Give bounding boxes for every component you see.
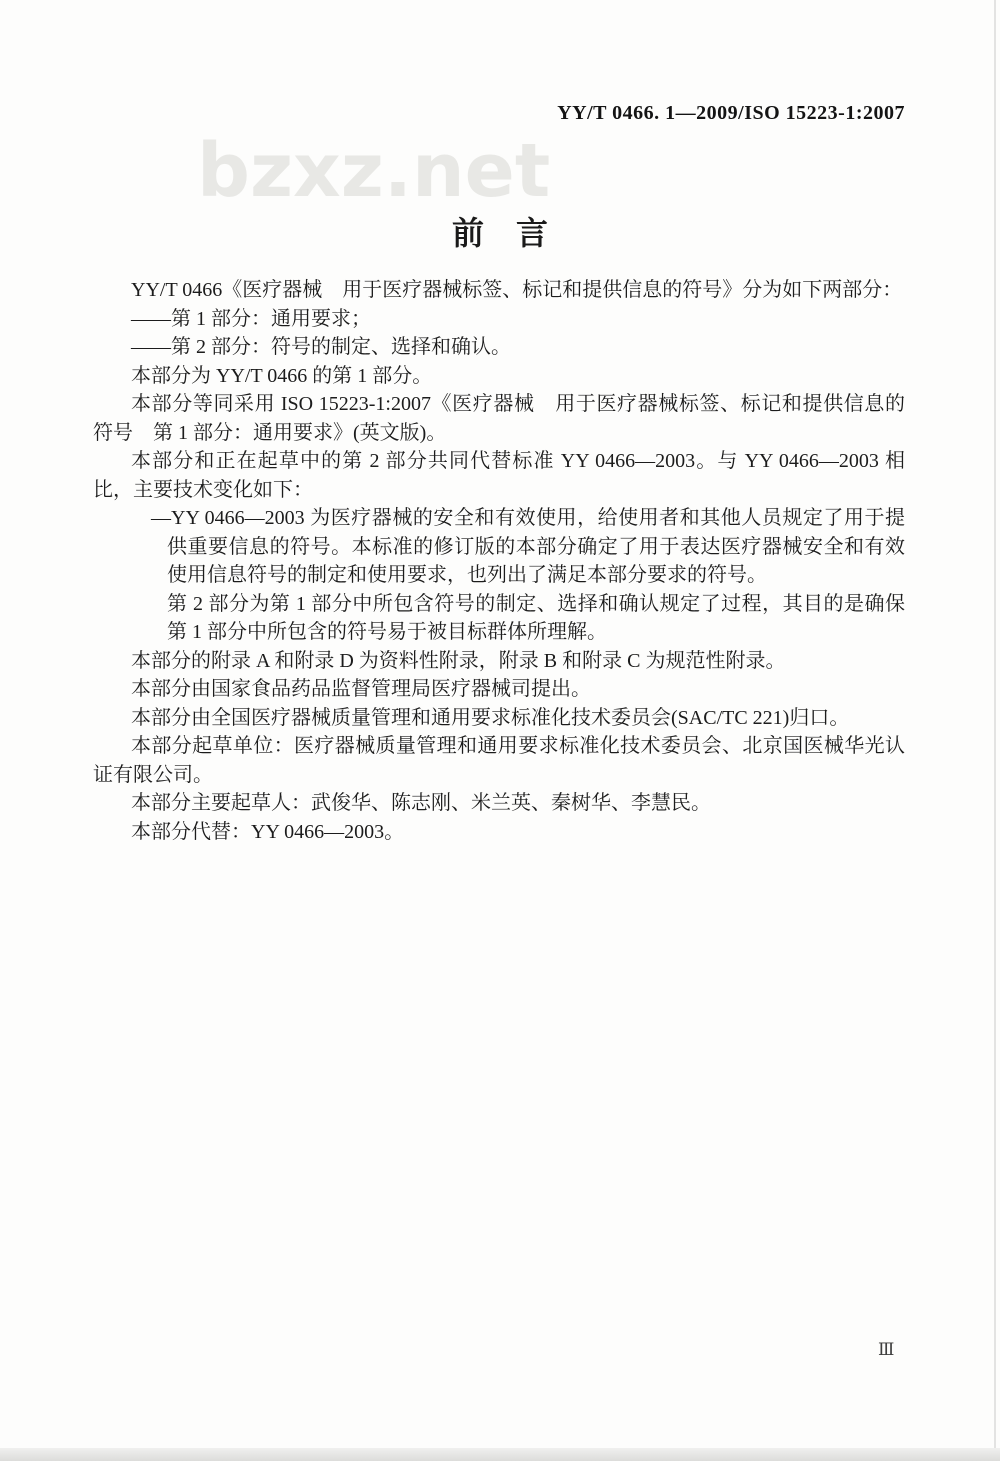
page-number: Ⅲ [878,1340,895,1359]
foreword-list-item: ——第 2 部分：符号的制定、选择和确认。 [131,336,511,358]
foreword-body [93,276,905,846]
watermark-text: bzxz.net [197,128,551,214]
foreword-sub-item: —YY 0466—2003 为医疗器械的安全和有效使用，给使用者和其他人员规定了用于提供重要信息的符号。本标准的修订版的本部分确定了用于表达医疗器械安全和有效使用信息符号的制定和使用要求，也列出了满足本部分要求的符号。 [151,507,905,586]
page-title: 前 言 [451,215,548,252]
foreword-sub-item: 第 2 部分为第 1 部分中所包含符号的制定、选择和确认规定了过程，其目的是确保第 1 部分中所包含的符号易于被目标群体所理解。 [167,592,905,643]
foreword-paragraph: 本部分的附录 A 和附录 D 为资料性附录，附录 B 和附录 C 为规范性附录。 [131,649,786,672]
foreword-paragraph: 本部分由全国医疗器械质量管理和通用要求标准化技术委员会(SAC/TC 221)归口。 [131,706,850,729]
foreword-list-item: ——第 1 部分：通用要求； [131,307,371,330]
scan-edge-bottom [0,1448,1000,1461]
foreword-paragraph: 本部分为 YY/T 0466 的第 1 部分。 [131,364,433,387]
foreword-paragraph: 本部分和正在起草中的第 2 部分共同代替标准 YY 0466—2003。与 YY 0466—2003 相比，主要技术变化如下： [93,450,905,501]
foreword-paragraph: 本部分起草单位：医疗器械质量管理和通用要求标准化技术委员会、北京国医械华光认证有限公司。 [93,735,905,786]
foreword-paragraph: 本部分主要起草人：武俊华、陈志刚、米兰英、秦树华、李慧民。 [131,792,711,814]
foreword-paragraph: YY/T 0466《医疗器械 用于医疗器械标签、标记和提供信息的符号》分为如下两部分： [131,279,903,301]
foreword-paragraph: 本部分代替：YY 0466—2003。 [131,820,405,843]
scan-edge-right [994,0,996,1461]
standard-number-header: YY/T 0466. 1—2009/ISO 15223-1:2007 [557,102,905,124]
foreword-paragraph: 本部分由国家食品药品监督管理局医疗器械司提出。 [131,678,591,700]
foreword-paragraph: 本部分等同采用 ISO 15223-1:2007《医疗器械 用于医疗器械标签、标记和提供信息的符号 第 1 部分：通用要求》(英文版)。 [93,393,905,444]
